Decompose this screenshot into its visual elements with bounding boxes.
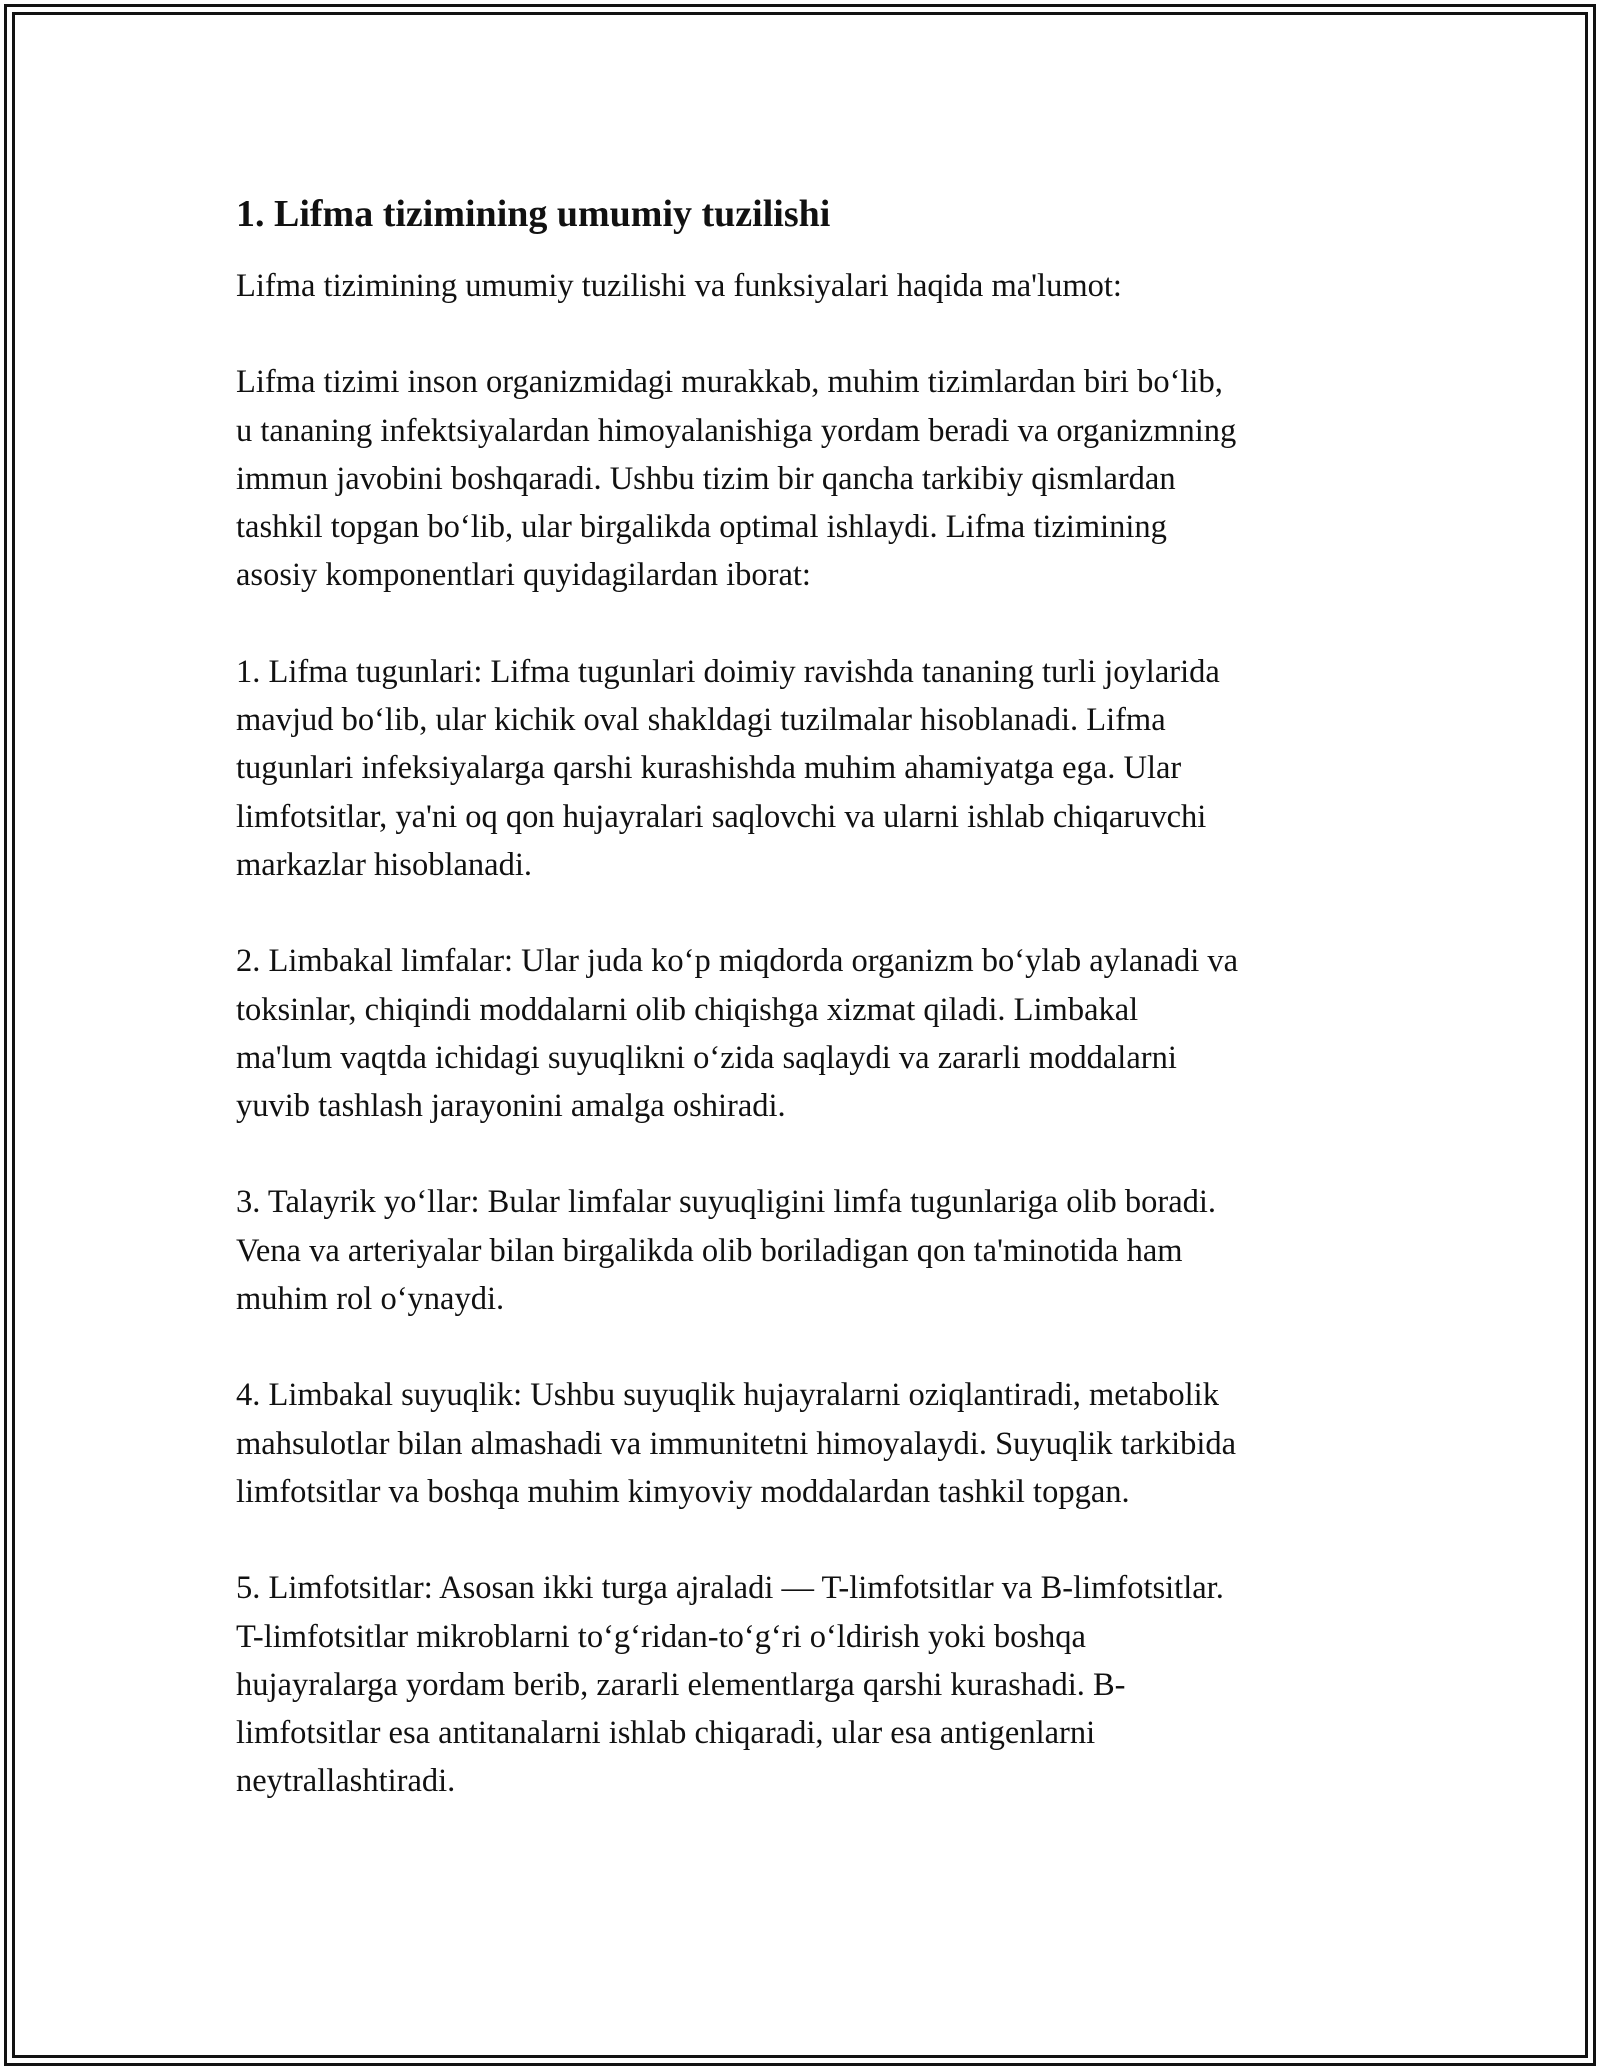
list-item-lymph-ducts: 3. Talayrik yoʻllar: Bular limfalar suyuqligini limfa tugunlariga olib boradi. Vena va arteriyalar bilan birgalikda olib boriladigan qon ta'minotida ham muhim rol oʻynaydi. [236,1184,1217,1318]
intro-paragraph: Lifma tizimining umumiy tuzilishi va funksiyalari haqida ma'lumot: [236,268,1122,304]
section-heading: 1. Lifma tizimining umumiy tuzilishi [236,193,831,235]
list-item-lymph-vessels: 2. Limbakal limfalar: Ular juda koʻp miqdorda organizm boʻylab aylanadi va toksinlar, chiqindi moddalarni olib chiqishga xizmat qiladi. Limbakal ma'lum vaqtda ichidagi suyuqlikni oʻzida saqlaydi va zararli moddalarni yuvib tashlash jarayonini amalga oshiradi. [236,943,1239,1125]
list-item-lymph-fluid: 4. Limbakal suyuqlik: Ushbu suyuqlik hujayralarni oziqlantiradi, metabolik mahsulotlar bilan almashadi va immunitetni himoyalaydi. Suyuqlik tarkibida limfotsitlar va boshqa muhim kimyoviy moddalardan tashkil topgan. [236,1377,1237,1510]
list-item-lymphocytes: 5. Limfotsitlar: Asosan ikki turga ajraladi — T-limfotsitlar va B-limfotsitlar. T-limfotsitlar mikroblarni toʻgʻridan-toʻgʻri oʻldirish yoki boshqa hujayralarga yordam berib, zararli elementlarga qarshi kurashadi. B- limfotsitlar esa antitanalarni ishlab chiqaradi, ular esa antigenlarni neytrallashtiradi. [236,1570,1224,1800]
list-item-lymph-nodes: 1. Lifma tugunlari: Lifma tugunlari doimiy ravishda tananing turli joylarida mavjud boʻlib, ular kichik oval shakldagi tuzilmalar hisoblanadi. Lifma tugunlari infeksiyalarga qarshi kurashishda muhim ahamiyatga ega. Ular limfotsitlar, ya'ni oq qon hujayralari saqlovchi va ularni ishlab chiqaruvchi markazlar hisoblanadi. [236,653,1220,883]
document-body [236,186,1376,1806]
overview-paragraph: Lifma tizimi inson organizmidagi murakkab, muhim tizimlardan biri boʻlib, u tananing infektsiyalardan himoyalanishiga yordam beradi va organizmning immun javobini boshqaradi. Ushbu tizim bir qancha tarkibiy qismlardan tashkil topgan boʻlib, ular birgalikda optimal ishlaydi. Lifma tizimining asosiy komponentlari quyidagilardan iborat: [236,364,1237,594]
